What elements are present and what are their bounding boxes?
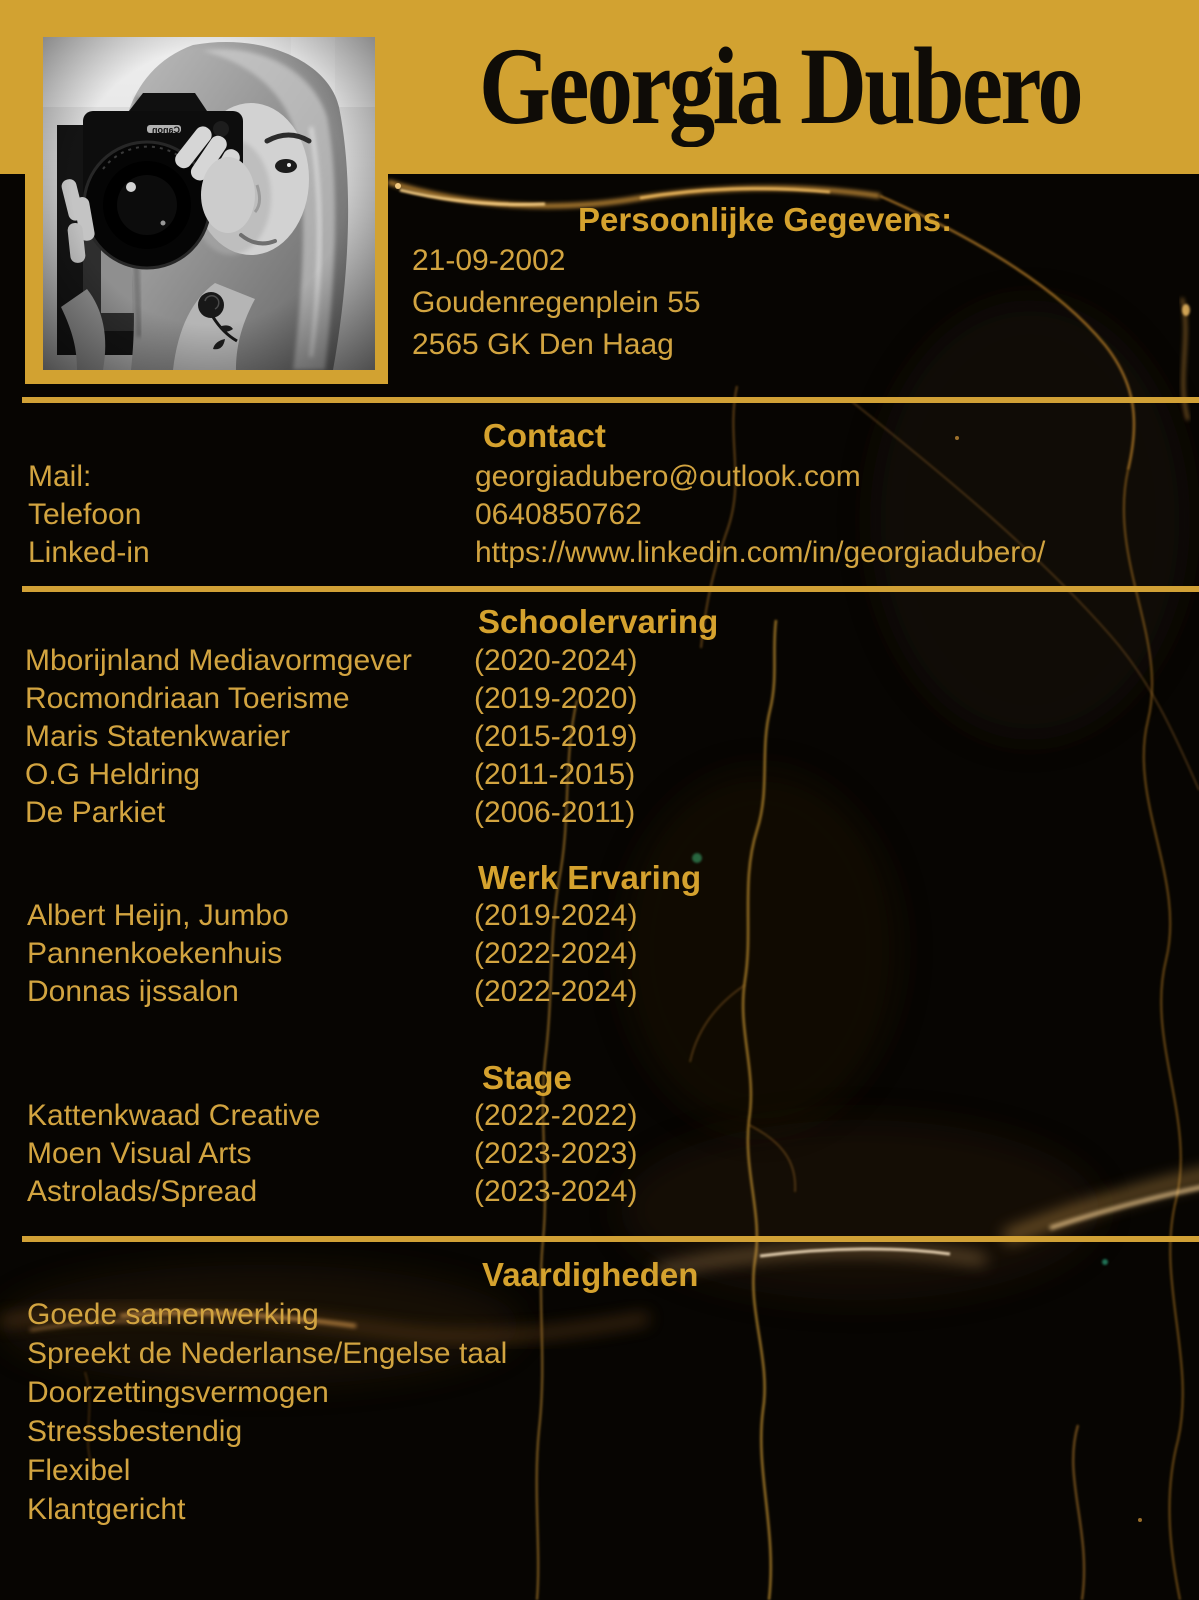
work-name: Donnas ijssalon — [27, 975, 239, 1008]
personal-detail-line: 2565 GK Den Haag — [412, 328, 674, 361]
stage-name: Astrolads/Spread — [27, 1175, 258, 1208]
work-name: Pannenkoekenhuis — [27, 937, 283, 970]
school-years: (2011-2015) — [474, 758, 636, 791]
skill-item: Flexibel — [27, 1454, 131, 1487]
stage-years: (2023-2024) — [474, 1175, 638, 1208]
school-row — [25, 794, 637, 832]
work-years: (2019-2024) — [474, 899, 638, 932]
section-divider — [22, 1236, 1199, 1242]
contact-row — [28, 458, 1045, 496]
contact-label: Linked-in — [28, 536, 150, 569]
school-row — [25, 680, 637, 718]
school-name: Rocmondriaan Toerisme — [25, 682, 350, 715]
contact-row — [28, 534, 1045, 572]
skill-item: Goede samenwerking — [27, 1298, 319, 1331]
personal-detail-line: 21-09-2002 — [412, 244, 566, 277]
page-title: Georgia Dubero — [478, 25, 1082, 147]
skills-heading: Vaardigheden — [482, 1256, 699, 1293]
contact-value: 0640850762 — [475, 498, 642, 531]
stage-heading: Stage — [482, 1059, 572, 1096]
school-row — [25, 756, 637, 794]
school-name: O.G Heldring — [25, 758, 201, 791]
school-heading: Schoolervaring — [478, 603, 719, 640]
work-name: Albert Heijn, Jumbo — [27, 899, 289, 932]
section-divider — [22, 397, 1199, 403]
contact-value: georgiadubero@outlook.com — [475, 460, 861, 493]
contact-row — [28, 496, 1045, 534]
work-years: (2022-2024) — [474, 937, 638, 970]
school-years: (2015-2019) — [474, 720, 638, 753]
contact-label: Telefoon — [28, 498, 142, 531]
school-name: Mborijnland Mediavormgever — [25, 644, 412, 677]
school-name: De Parkiet — [25, 796, 166, 829]
contact-label: Mail: — [28, 460, 92, 493]
stage-name: Moen Visual Arts — [27, 1137, 252, 1170]
school-rows — [25, 642, 637, 832]
stage-name: Kattenkwaad Creative — [27, 1099, 321, 1132]
school-row — [25, 642, 637, 680]
skill-item: Klantgericht — [27, 1493, 186, 1526]
contact-rows — [28, 458, 1045, 572]
stage-row — [27, 1173, 637, 1211]
personal-heading: Persoonlijke Gegevens: — [578, 201, 953, 238]
stage-row — [27, 1097, 637, 1135]
skill-item: Spreekt de Nederlanse/Engelse taal — [27, 1337, 508, 1370]
personal-detail-line: Goudenregenplein 55 — [412, 286, 701, 319]
contact-value: https://www.linkedin.com/in/georgiadubero/ — [475, 536, 1046, 569]
work-row — [27, 973, 637, 1011]
work-heading: Werk Ervaring — [478, 859, 702, 896]
stage-years: (2022-2022) — [474, 1099, 638, 1132]
contact-heading: Contact — [483, 417, 606, 454]
work-years: (2022-2024) — [474, 975, 638, 1008]
skill-item: Stressbestendig — [27, 1415, 243, 1448]
stage-years: (2023-2023) — [474, 1137, 638, 1170]
section-divider — [22, 586, 1199, 592]
work-row — [27, 897, 637, 935]
stage-rows — [27, 1097, 637, 1211]
school-years: (2019-2020) — [474, 682, 638, 715]
school-name: Maris Statenkwarier — [25, 720, 291, 753]
profile-photo — [43, 37, 375, 370]
school-years: (2020-2024) — [474, 644, 638, 677]
skills-list — [27, 1295, 507, 1529]
personal-details — [412, 240, 701, 366]
school-years: (2006-2011) — [474, 796, 636, 829]
work-rows — [27, 897, 637, 1011]
work-row — [27, 935, 637, 973]
school-row — [25, 718, 637, 756]
skill-item: Doorzettingsvermogen — [27, 1376, 329, 1409]
stage-row — [27, 1135, 637, 1173]
photo-frame — [25, 0, 388, 384]
